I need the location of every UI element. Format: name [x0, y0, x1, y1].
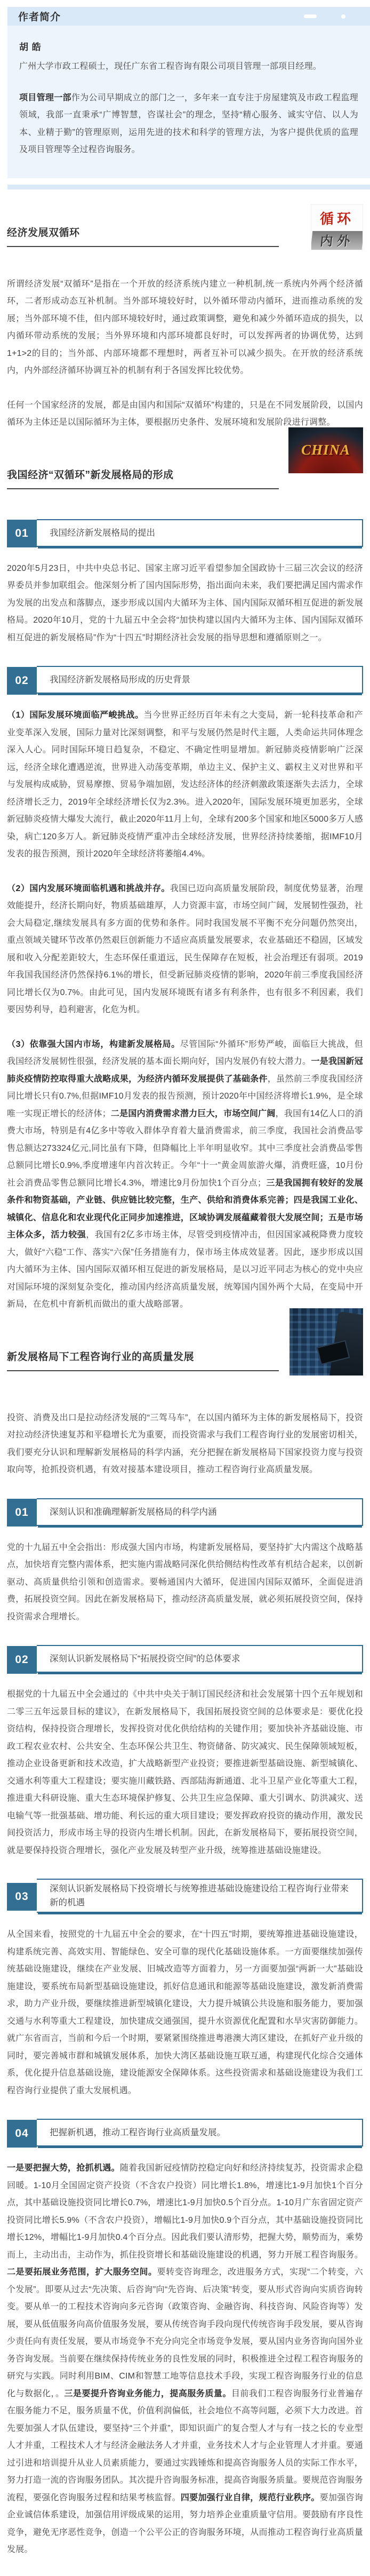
paragraph: 2020年5月23日，中共中央总书记、国家主席习近平看望参加全国政协十三届三次会议的经济界委员并参加联组会。他深刻分析了国内国际形势，指出面向未来，我们要把满足国内需求作为发展的出发点和落脚点，逐步形成以国内大循环为主体、国内国际双循环相互促进的新发展格局。2020年10月，党的十九届五中全会将“加快构建以国内大循环为主体、国内国际双循环相互促进的新发展格局”作为“十四五”时期经济社会发展的指导思想和遵循原则之一。 — [7, 563, 363, 642]
section-number-badge: 04 — [7, 2120, 37, 2148]
paragraph: 一是要把握大势，抢抓机遇。随着我国新冠疫情防控稳定向好和经济持续复苏，投资需求企稳回暖。1-10月全国固定资产投资（不含农户投资）同比增长1.8%，增速比1-9月加快1个百分点，其中基础设施投资同比增长0.7%，增速比1-9月加快0.5个百分点。1-10月广东省固定资产投资同比增长5.9%（不含农户投资），增幅比1-9月加快0.9个百分点，其中基础设施投资同比增长12%，增幅比1-9月加快0.4个百分点。因此我们要认清形势，把握大势，顺势而为，乘势而上，主动出击，主动作为，抓住投资增长和基础设施建设的机遇，努力开展工程咨询服务。二是要拓展业务范围，扩大服务空间。要转变咨询理念，改进服务方式，实现“二个转变，六个发展”。即要从过去“先决策、后咨询”向“先咨询、后决策”转变，要从形式咨询向实质咨询转变。要从单一的工程技术咨询向多元咨询（政策咨询、金融咨询、科技咨询、风险咨询等）发展，要从低值服务向高价值服务发展，要从传统咨询手段向现代传统咨询手段发展，要从咨询少责任向有责任发展，要从市场竞争不充分向完全市场竞争发展，要从国内业务咨询向国外业务咨询发展。当前要在继续保持传统业务的良性发展的同时，积极推进全过程工程咨询服务的研究与实践。同时利用BIM、CIM和智慧工地等信息技术手段，实现工程咨询服务行业的信息化与数据化，。三是要提升咨询业务能力，提高服务质量。目前我们工程咨询服务行业普遍存在服务能力不足，服务质量不优，价值利润偏低，社会地位不高等问题，必须下大力改进。首先要加强人才队伍建设，要坚持“三个并重”，即知识面广的复合型人才与有一技之长的专业型人才并重，工程技术人才与经济金融法务人才并重，业务技术人才与企业管理人才并重。要通过引进和培训提升从业人员素质能力，要通过实践锤炼和提高咨询服务人员的实际工作水平，努力打造一流的咨询服务团队。其次提升咨询服务标准，提高咨询服务质量。要规范咨询服务流程，要强化咨询服务过程和结果考核监督。四要加强行业自律，规范行业秩序。要加强咨询企业诚信体系建设，加强信用评级成果的运用，努力培养企业重质量守信用。要鼓励有序良性竞争，避免无序恶性竞争，创造一个公平公正的咨询服务环境，从而推动工程咨询行业高质量发展。 — [7, 2164, 363, 2554]
section-divider — [7, 185, 370, 189]
section-number-badge: 02 — [7, 1646, 37, 1674]
numbered-section-body — [7, 2160, 363, 2559]
paragraph: 投资、消费及出口是拉动经济发展的“三驾马车”，在以国内循环为主体的新发展格局下，投资对拉动经济快速复苏和平稳增长尤为重要，而投资需求与我们工程咨询行业的发展密切相关，我们要充分认识和理解新发展格局的科学内涵，充分把握在新发展格局下国家投资力度与投资取向等，抢抓投资机遇，有效对接基本建设项目，推动工程咨询行业高质量发展。 — [7, 1413, 363, 1474]
numbered-section-header — [7, 1497, 363, 1529]
consulting-tech-illustration — [289, 1308, 363, 1376]
numbered-section — [7, 1497, 363, 1626]
numbered-section — [7, 1878, 363, 2100]
numbered-section — [7, 665, 363, 1314]
numbered-section-header — [7, 2118, 363, 2149]
illustration-word-china: CHINA — [301, 442, 351, 458]
dual-circulation-illustration — [311, 204, 363, 250]
section-title: 我国经济“双循环”新发展格局的形成 — [7, 454, 279, 489]
formation-items — [7, 518, 363, 1314]
numbered-section-header — [7, 665, 363, 696]
numbered-section — [7, 518, 363, 647]
numbered-section-body — [7, 1686, 363, 1859]
numbered-section — [7, 1644, 363, 1859]
section-header-formation — [7, 442, 363, 489]
paragraph: （1）国际发展环境面临严峻挑战。当今世界正经历百年未有之大变局，新一轮科技革命和产业变革深入发展，国际力量对比深刻调整，和平与发展仍然是时代主题，人类命运共同体理念深入人心。同时国际环境日趋复杂，不稳定、不确定性明显增加。新冠肺炎疫情影响广泛深远，经济全球化遭遇逆流，世界进入动荡变革期，单边主义、保护主义、霸权主义对世界和平与发展构成威胁，贸易摩擦、贸易争端加剧，发达经济体的经济刺激政策逐渐失去活力，全球经济增长乏力，2019年全球经济增长仅为2.3%。进入2020年，国际发展环境更加恶劣，全球新冠肺炎疫情大爆发大流行，截止2020年11月上旬，全球有200多个国家和地区5000多万人感染，病亡120多万人。新冠肺炎疫情严重冲击全球经济发展，世界经济持续萎缩，据IMF10月发表的报告预测，预计2020年全球经济将萎缩4.4%。 — [7, 711, 363, 858]
numbered-section-header — [7, 1878, 363, 1915]
section-title: 新发展格局下工程咨询行业的高质量发展 — [7, 1336, 279, 1371]
numbered-section-header — [7, 518, 363, 550]
illustration-word-xunhuan: 循环 — [319, 211, 354, 227]
department-intro: 项目管理一部作为公司早期成立的部门之一，多年来一直专注于房屋建筑及市政工程监理领域，我部一直秉承“广博智慧，咨谋社会”的理念，坚持“精心服务、诚实守信、以人为本、业精于勤”的管理原则，运用先进的技术和科学的管理方法，为客户提供优质的监理及项目管理等全过程咨询服务。 — [19, 93, 359, 154]
numbered-section-title: 我国经济新发展格局形成的历史背景 — [50, 675, 190, 685]
paragraph: 党的十九届五中全会指出：形成强大国内市场，构建新发展格局，要坚持扩大内需这个战略基点，加快培育完整内需体系，把实施内需战略同深化供给侧结构性改革有机结合起来，以创新驱动、高质量供给引领和创造需求。要畅通国内大循环，促进国内国际双循环，全面促进消费，拓展投资空间。因此在新发展格局下，推动经济高质量发展，就必须拓展投资空间，保持投资需求合理增长。 — [7, 1543, 363, 1621]
numbered-section-title-box — [37, 1498, 363, 1526]
paragraph: 从全国来看，按照党的十九届五中全会的要求，在“十四五”时期，要统筹推进基础设施建设，构建系统完善、高效实用、智能绿色、安全可靠的现代化基础设施体系。一方面要继续加强传统基础设施建设，继续在产业发展、旧城改造等方面着力，另一方面要加强“两新一大”基础设施建设，要系统布局新型基础设施建设，抓好信息通讯和能源等基础设施建设，激发新消费需求，助力产业升级，要继续推进新型城镇化建设，大力提升城镇公共设施和服务能力，要加强交通与水利等重大工程建设，加快建成交通强国，提升水资源优化配置和水旱灾害防御能力。就广东省而言，当前和今后一个时期，要紧紧围绕推进粤港澳大湾区建设，在抓好产业升级的同时，要完善城市群和城镇发展体系，加快大湾区基础设施互联互通，构建现代化综合交通体系，优化提升信息基础设施，建设能源安全保障体系。这些投资需求和基础设施建设为我们工程咨询行业提供了重大发展机遇。 — [7, 1930, 363, 2095]
paragraph: 所谓经济发展“双循环”是指在一个开放的经济系统内建立一种机制,统一系统内外两个经济循环，二者形成动态互补机制。当外部环境较好时，以外循环带动内循环，进而推动系统的发展；当外部环境不佳，但内部环境较好时，通过政策调整，避免和减少外循环造成的损失，以内循环带动系统的发展；当外界环境和内部环境都良好时，可以发挥两者的协调优势，达到1+1>2的目的；当外部、内部环境都不理想时，两者互补可以减少损失。在开放的经济系统内，内外部经济循环协调互补的机制有利于各国发挥比较优势。 — [7, 279, 363, 375]
numbered-section — [7, 2118, 363, 2559]
numbered-section-title: 深刻认识新发展格局下投资增长与统筹推进基础设施建设给工程咨询行业带来新的机遇 — [50, 1884, 349, 1907]
decor-dash-icon — [304, 14, 317, 18]
author-section-header — [7, 7, 370, 26]
section-title: 经济发展双循环 — [7, 212, 279, 247]
author-name: 胡 皓 — [19, 42, 42, 52]
industry-items — [7, 1497, 363, 2559]
paragraph: 根据党的十九届五中全会通过的《中共中央关于制订国民经济和社会发展第十四个五年规划和二零三五年远景目标的建议》，在新发展格局下，我国拓展投资空间的总体要求是：要优化投资结构，保持投资合理增长，发挥投资对优化供给结构的关键作用；要加快补齐基础设施、市政工程农业农村、公共安全、生态环保公共卫生、物资储备、防灾减灾、民生保障领域短板，推动企业设备更新和技术改造，扩大战略新型产业投资；要推进新型基础设施、新型城镇化、交通水利等重大工程建设；要实施川藏铁路、西部陆海新通道、北斗卫星产业化等重大工程，推进重大科研设施、重大生态环境保护修复、公共卫生应急保障、重大引调水、防洪减灾、送电输气等一批强基础、增功能、利长远的重大项目建设；要发挥政府投资的撬动作用，激发民间投资活力，形成市场主导的投资内生增长机制。因此，在新发展格局下，要拓展投资空间，就是要保持投资合理增长，强化产业发展及转型产业升级，统筹推进基础设施建设。 — [7, 1690, 363, 1855]
paragraph: （3）依靠强大国内市场，构建新发展格局。尽管国际“外循环”形势严峻，面临巨大挑战，但我国经济发展韧性很强，经济发展的基本面长期向好，国内发展仍有较大潜力。一是我国新冠肺炎疫情防控取得重大战略成果，为经济内循环发展提供了基础条件，虽然前三季度我国经济同比增长只有0.7%,但据IMF10月发表的报告预测，预计2020年中国经济将增长1.9%，是全球唯一实现正增长的经济体；二是国内消费需求潜力巨大，市场空间广阔，我国有14亿人口的消费大市场，特别是有4亿多中等收入群体孕育着大量消费需求，前三季度，我国社会消费品零售总额达273324亿元,同比虽有下降，但降幅比上半年明显收窄。其中三季度社会消费品零售总额同比增长0.9%,季度增速年内首次转正。今年“十一”黄金周旅游火爆，消费旺盛，10月份社会消费品零售总额同比增长4.3%，增速比9月份加快1个百分点；三是我国拥有较好的发展条件和物资基础，产业链、供应链比较完整，生产、供给和消费体系完善；四是我国工业化、城镇化、信息化和农业现代化正同步加速推进，区域协调发展蕴藏着很大发展空间；五是市场主体众多，活力较强，我国有2亿多市场主体，尽管受到疫情冲击，但因国家减税降费力度较大，做好“六稳”工作、落实“六保”任务措施有力，保市场主体成效显著。因此，逐步形成以国内大循环为主体、国内国际双循环相互促进的新发展格局，是以习近平同志为核心的党中央应对国际环境的深刻复杂变化，推动国内经济高质量发展，统筹国内国外两个大局，在变局中开新局，在危机中育新机而做出的重大战略部署。 — [7, 1039, 364, 1309]
article-content — [0, 212, 370, 2559]
numbered-section-title: 深刻认识新发展格局下“拓展投资空间”的总体要求 — [50, 1654, 240, 1664]
numbered-section-title-box — [37, 1645, 363, 1673]
numbered-section-body — [7, 1539, 363, 1626]
section-number-badge: 02 — [7, 667, 37, 695]
paragraph: 任何一个国家经济的发展，都是由国内和国际“双循环”构建的，只是在不同发展阶段，以国内循环为主体还是以国际循环为主体，要根据历史条件、发展环境和发展阶段进行调整。 — [7, 400, 363, 427]
numbered-section-title: 我国经济新发展格局的提出 — [50, 528, 155, 538]
paragraph: （2）国内发展环境面临机遇和挑战并存。我国已迈向高质量发展阶段，制度优势显著，治理效能提升，经济长期向好，物质基础雄厚，人力资源丰富，市场空间广阔，发展韧性强劲，社会大局稳定,继续发展具有多方面的优势和条件。同时我国发展不平衡不充分问题仍然突出，重点领域关键环节改革仍然艰巨创新能力不适应高质量发展要求，农业基础还不稳固，区域发展和收入分配差距较大，生态环保任重道远，民生保障存在短板，社会治理还有弱项。2019年我国我国经济仍然保持6.1%的增长，但受新冠肺炎疫情的影响，2020年前三季度我国经济同比增长仅为0.7%。由此可见，国内发展环境既有诸多有利条件，也有很多不利因素，我们要因势利导，趋利避害，化危为机。 — [7, 884, 363, 1014]
illustration-word-neiwai: 内外 — [311, 231, 363, 250]
numbered-section-title-box — [37, 519, 363, 547]
section-header-industry — [7, 1336, 363, 1371]
decor-dot-icon — [341, 14, 345, 19]
page-title: 作者简介 — [18, 12, 61, 23]
section-number-badge: 01 — [7, 1499, 37, 1526]
numbered-section-title: 深刻认识和准确理解新发展格局的科学内涵 — [50, 1507, 217, 1517]
numbered-section-body — [7, 1926, 363, 2100]
numbered-section-body — [7, 707, 363, 1314]
numbered-section-title-box — [37, 666, 363, 694]
section-header-dual-circulation — [7, 212, 363, 247]
numbered-section-title-box — [37, 1879, 363, 1913]
section-number-badge: 03 — [7, 1883, 37, 1911]
author-bio: 广州大学市政工程硕士，现任广东省工程咨询有限公司项目管理一部项目经理。 — [19, 62, 322, 71]
section-number-badge: 01 — [7, 520, 37, 547]
china-globe-illustration — [288, 427, 363, 473]
author-card — [7, 26, 370, 178]
numbered-section-body — [7, 560, 363, 647]
numbered-section-title: 把握新机遇，推动工程咨询行业高质量发展。 — [50, 2128, 226, 2137]
numbered-section-header — [7, 1644, 363, 1675]
numbered-section-title-box — [37, 2119, 363, 2146]
